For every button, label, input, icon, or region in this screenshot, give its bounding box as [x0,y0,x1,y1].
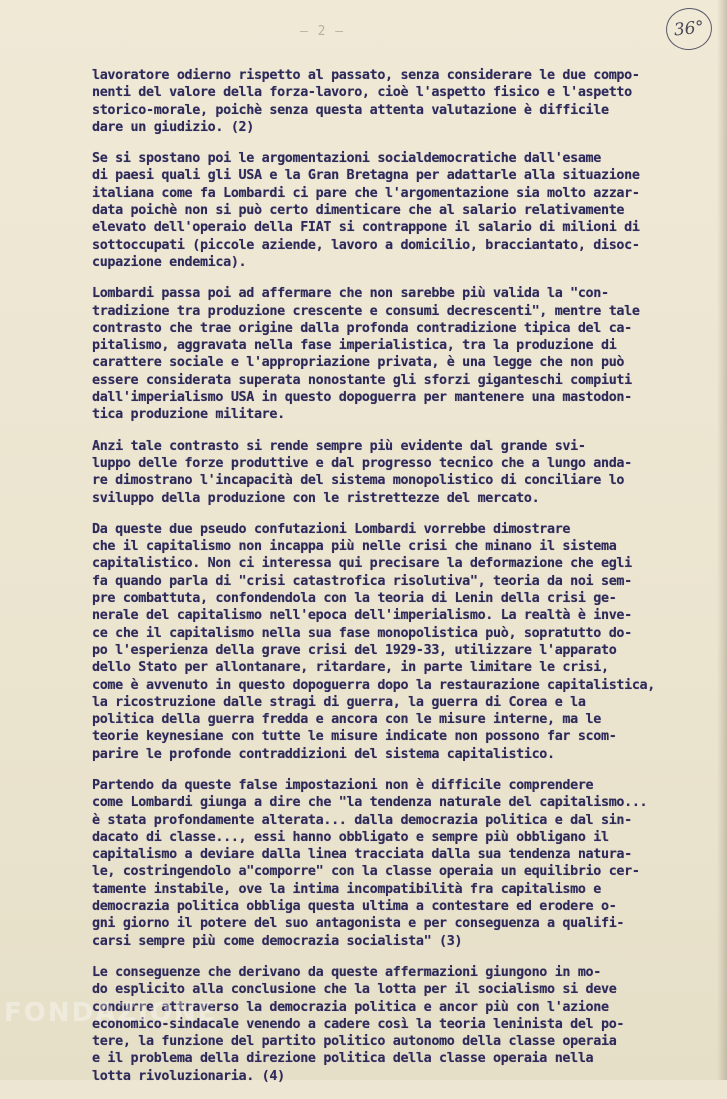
paragraph-1: lavoratore odierno rispetto al passato, senza considerare le due compo- nenti del valore della forza-lavoro, cioè l'aspetto fisico e l'aspetto storico-morale, poichè senza questa attenta valutazione è difficile dare un giudizio. (2) [92,68,640,135]
paragraph-7: Le conseguenze che derivano da queste affermazioni giungono in mo- do esplicito alla conclusione che la lotta per il socialismo si deve condurre attraverso la democrazia politica e ancor più con l'azione economico-sindacale venendo a cadere così la teoria leninista del po- tere, la funzione del partito politico autonomo della classe operaia e il problema della direzione politica della classe operaia nella lotta rivoluzionaria. (4) [92,964,625,1084]
typewritten-text-body [92,67,717,1099]
paragraph-6: Partendo da queste false impostazioni non è difficile comprendere come Lombardi giunga a dire che "la tendenza naturale del capitalismo... è stata profondamente alterata... dalla democrazia politica e dal sin- dacato di classe..., essi hanno obbligato e sempre più obbligano il capitalismo a deviare dalla linea tracciata dalla sua tendenza natura- le, costringendolo a"comporre" con la classe operaia un equilibrio cer- tamente instabile, ove la intima incompatibilità fra capitalismo e democrazia politica obbliga questa ultima a contestare ed erodere o- gni giorno il potere del suo antagonista e per conseguenza a qualifi- carsi sempre più come democrazia socialista" (3) [92,777,648,949]
archive-watermark: FONDAZIONE [4,998,218,1028]
page-edge-shadow [717,0,727,1080]
paragraph-5: Da queste due pseudo confutazioni Lombardi vorrebbe dimostrare che il capitalismo non incappa più nelle crisi che minano il sistema capitalistico. Non ci interessa qui precisare la deformazione che egli fa quando parla di "crisi catastrofica risolutiva", teoria da noi sem- pre combattuta, confondendola con la teoria di Lenin della crisi ge- nerale del capitalismo nell'epoca dell'imperialismo. La realtà è inve- ce che il capitalismo nella sua fase monopolistica può, sopratutto do- po l'esperienza della grave crisi del 1929-33, utilizzare l'apparato dello Stato per allontanare, ritardare, in parte limitare le crisi, come è avvenuto in questo dopoguerra dopo la restaurazione capitalistica, la ricostruzione dalle stragi di guerra, la guerra di Corea e la politica della guerra fredda e ancora con le misure interne, ma le teorie keynesiane con tutte le misure indicate non possono far scom- parire le profonde contraddizioni del sistema capitalistico. [92,521,655,762]
paragraph-3: Lombardi passa poi ad affermare che non sarebbe più valida la "con- tradizione tra produzione crescente e consumi decrescenti", mentre tale contrasto che trae origine dalla profonda contradizione tipica del ca- pitalismo, aggravata nella fase imperialistica, tra la produzione di carattere sociale e l'appropriazione privata, è una legge che non può essere considerata superata nonostante gli sforzi giganteschi compiuti dall'imperialismo USA in questo dopoguerra per mantenere una mastodon- tica produzione militare. [92,286,640,423]
archive-stamp: 36° [664,6,714,53]
page-number: – 2 – [300,24,345,39]
paragraph-2: Se si spostano poi le argomentazioni socialdemocratiche dall'esame di paesi quali gli USA e la Gran Bretagna per adattarle alla situazione italiana come fa Lombardi ci pare che l'argomentazione sia molto azzar- data poichè non si può certo dimenticare che al salario relativamente elevato dell'operaio della FIAT si contrappone il salario di milioni di sottoccupati (piccole aziende, lavoro a domicilio, bracciantato, disoc- cupazione endemica). [92,151,640,270]
paragraph-4: Anzi tale contrasto si rende sempre più evidente dal grande svi- luppo delle forze produttive e dal progresso tecnico che a lungo anda- re dimostrano l'incapacità del sistema monopolistico di conciliare lo sviluppo della produzione con le ristrettezze del mercato. [92,438,632,506]
